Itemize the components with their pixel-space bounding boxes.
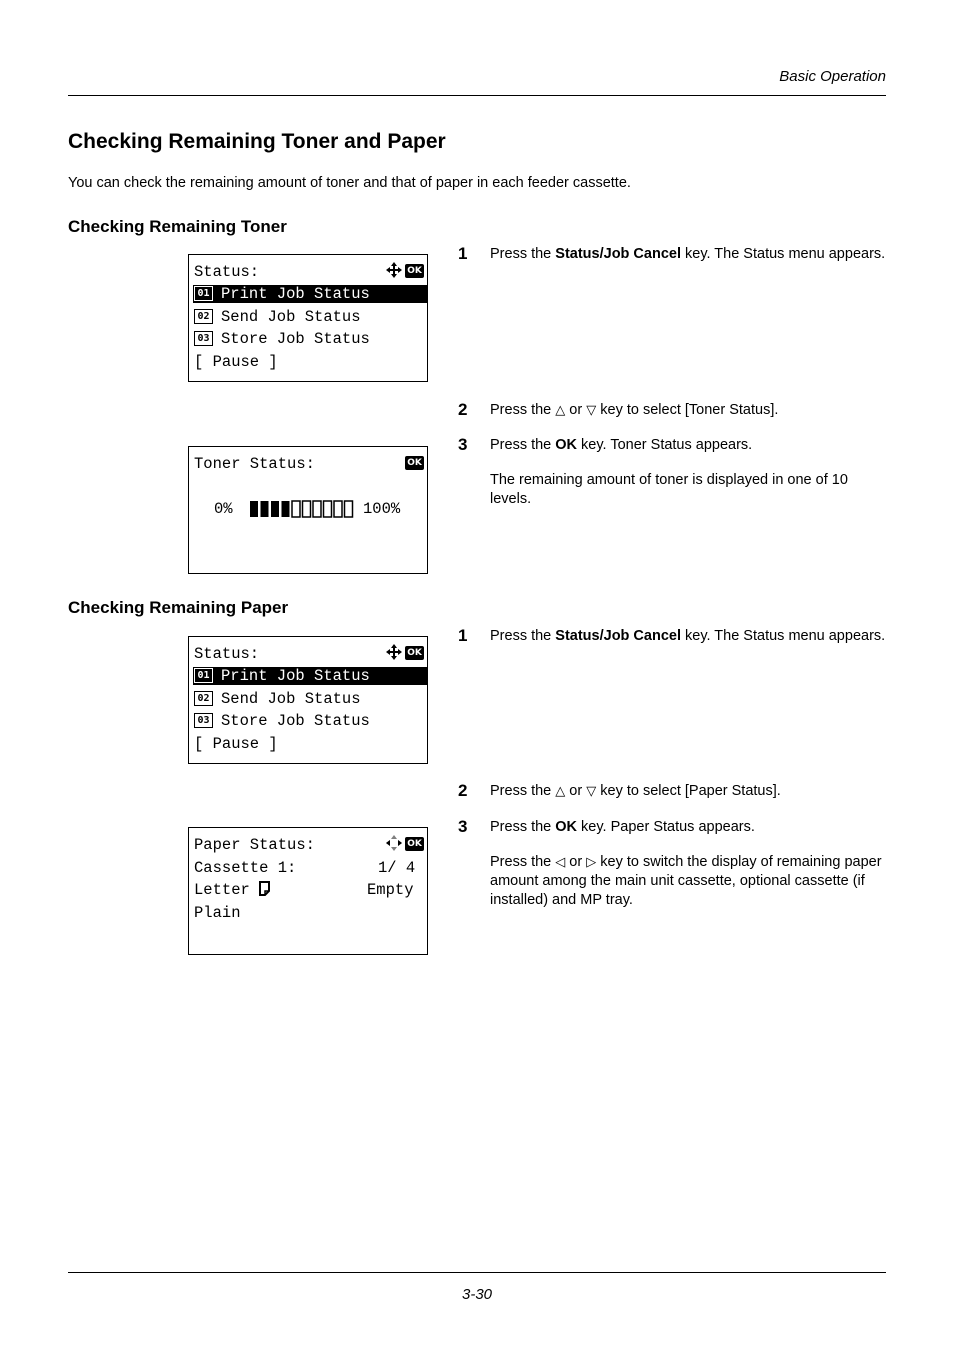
navigation-cross-icon bbox=[385, 834, 403, 852]
step-number: 1 bbox=[458, 244, 468, 263]
ok-key-icon: OK bbox=[405, 646, 424, 660]
paper-step-3-note: Press the ◁ or ▷ key to switch the display of remaining paper amount among the main unit cassette, optional cassette (if installed) and MP tray. bbox=[490, 854, 882, 908]
item-number-badge: 01 bbox=[194, 668, 213, 683]
menu-item-store-job-status[interactable]: 03 Store Job Status bbox=[194, 328, 370, 351]
footer-rule bbox=[68, 1272, 886, 1273]
toner-max-label: 100% bbox=[363, 500, 401, 518]
toner-step-1-text: Press the Status/Job Cancel key. The Status menu appears. bbox=[490, 246, 886, 262]
paper-orientation-icon bbox=[259, 881, 270, 896]
toner-step-2-text: Press the △ or ▽ key to select [Toner Status]. bbox=[490, 402, 779, 418]
item-number-badge: 01 bbox=[194, 286, 213, 301]
step-number: 3 bbox=[458, 817, 468, 836]
toner-step-3-note: The remaining amount of toner is displayed in one of 10 levels. bbox=[490, 472, 848, 507]
toner-level-segment bbox=[292, 501, 300, 517]
toner-level-gauge bbox=[249, 500, 355, 518]
header-section-title: Basic Operation bbox=[779, 68, 886, 85]
item-number-badge: 02 bbox=[194, 309, 213, 324]
ok-key-icon: OK bbox=[405, 264, 424, 278]
intro-text: You can check the remaining amount of toner and that of paper in each feeder cassette. bbox=[68, 175, 631, 191]
up-key-icon: △ bbox=[555, 784, 566, 799]
item-number-badge: 02 bbox=[194, 691, 213, 706]
menu-item-send-job-status[interactable]: 02 Send Job Status bbox=[194, 306, 361, 329]
menu-item-store-job-status[interactable]: 03 Store Job Status bbox=[194, 710, 370, 733]
paper-heading: Checking Remaining Paper bbox=[68, 598, 289, 617]
toner-level-segment bbox=[324, 501, 332, 517]
cassette-label: Cassette 1: bbox=[194, 859, 297, 877]
menu-item-print-job-status[interactable]: 01 Print Job Status bbox=[194, 665, 370, 688]
toner-level-segment bbox=[345, 501, 353, 517]
paper-status-screen bbox=[188, 827, 428, 955]
ok-key-icon: OK bbox=[405, 837, 424, 851]
toner-step-3-text: Press the OK key. Toner Status appears. bbox=[490, 437, 753, 453]
toner-level-segment bbox=[271, 501, 279, 517]
navigation-cross-icon bbox=[385, 643, 403, 661]
toner-status-screen bbox=[188, 446, 428, 574]
toner-level-segment bbox=[250, 501, 258, 517]
header-rule bbox=[68, 95, 886, 96]
screen-title: Status: bbox=[194, 645, 260, 663]
down-key-icon: ▽ bbox=[586, 784, 597, 799]
menu-item-pause[interactable]: [ Pause ] bbox=[194, 353, 278, 371]
paper-step-2-text: Press the △ or ▽ key to select [Paper Status]. bbox=[490, 783, 781, 799]
cassette-index: 1/ 4 bbox=[378, 859, 416, 877]
step-number: 2 bbox=[458, 400, 468, 419]
screen-title: Paper Status: bbox=[194, 836, 315, 854]
toner-heading: Checking Remaining Toner bbox=[68, 217, 287, 236]
toner-level-segment bbox=[313, 501, 321, 517]
page-number: 3-30 bbox=[461, 1286, 493, 1303]
item-number-badge: 03 bbox=[194, 713, 213, 728]
step-number: 2 bbox=[458, 781, 468, 800]
paper-amount: Empty bbox=[367, 881, 414, 899]
page-title: Checking Remaining Toner and Paper bbox=[68, 130, 446, 153]
toner-status-menu-screen bbox=[188, 254, 428, 382]
right-key-icon: ▷ bbox=[586, 855, 597, 870]
toner-level-segment bbox=[261, 501, 269, 517]
toner-level-segment bbox=[282, 501, 290, 517]
menu-item-pause[interactable]: [ Pause ] bbox=[194, 735, 278, 753]
menu-item-send-job-status[interactable]: 02 Send Job Status bbox=[194, 688, 361, 711]
menu-item-print-job-status[interactable]: 01 Print Job Status bbox=[194, 283, 370, 306]
paper-type: Plain bbox=[194, 904, 241, 922]
screen-title: Toner Status: bbox=[194, 455, 315, 473]
ok-key-icon: OK bbox=[405, 456, 424, 470]
down-key-icon: ▽ bbox=[586, 403, 597, 418]
step-number: 1 bbox=[458, 626, 468, 645]
paper-step-1-text: Press the Status/Job Cancel key. The Status menu appears. bbox=[490, 628, 886, 644]
toner-level-segment bbox=[334, 501, 342, 517]
paper-size-row: Letter bbox=[194, 879, 270, 902]
navigation-cross-icon bbox=[385, 261, 403, 279]
left-key-icon: ◁ bbox=[555, 855, 566, 870]
toner-min-label: 0% bbox=[214, 500, 233, 518]
item-number-badge: 03 bbox=[194, 331, 213, 346]
screen-title: Status: bbox=[194, 263, 260, 281]
paper-step-3-text: Press the OK key. Paper Status appears. bbox=[490, 819, 755, 835]
toner-level-segment bbox=[303, 501, 311, 517]
paper-status-menu-screen bbox=[188, 636, 428, 764]
step-number: 3 bbox=[458, 435, 468, 454]
up-key-icon: △ bbox=[555, 403, 566, 418]
